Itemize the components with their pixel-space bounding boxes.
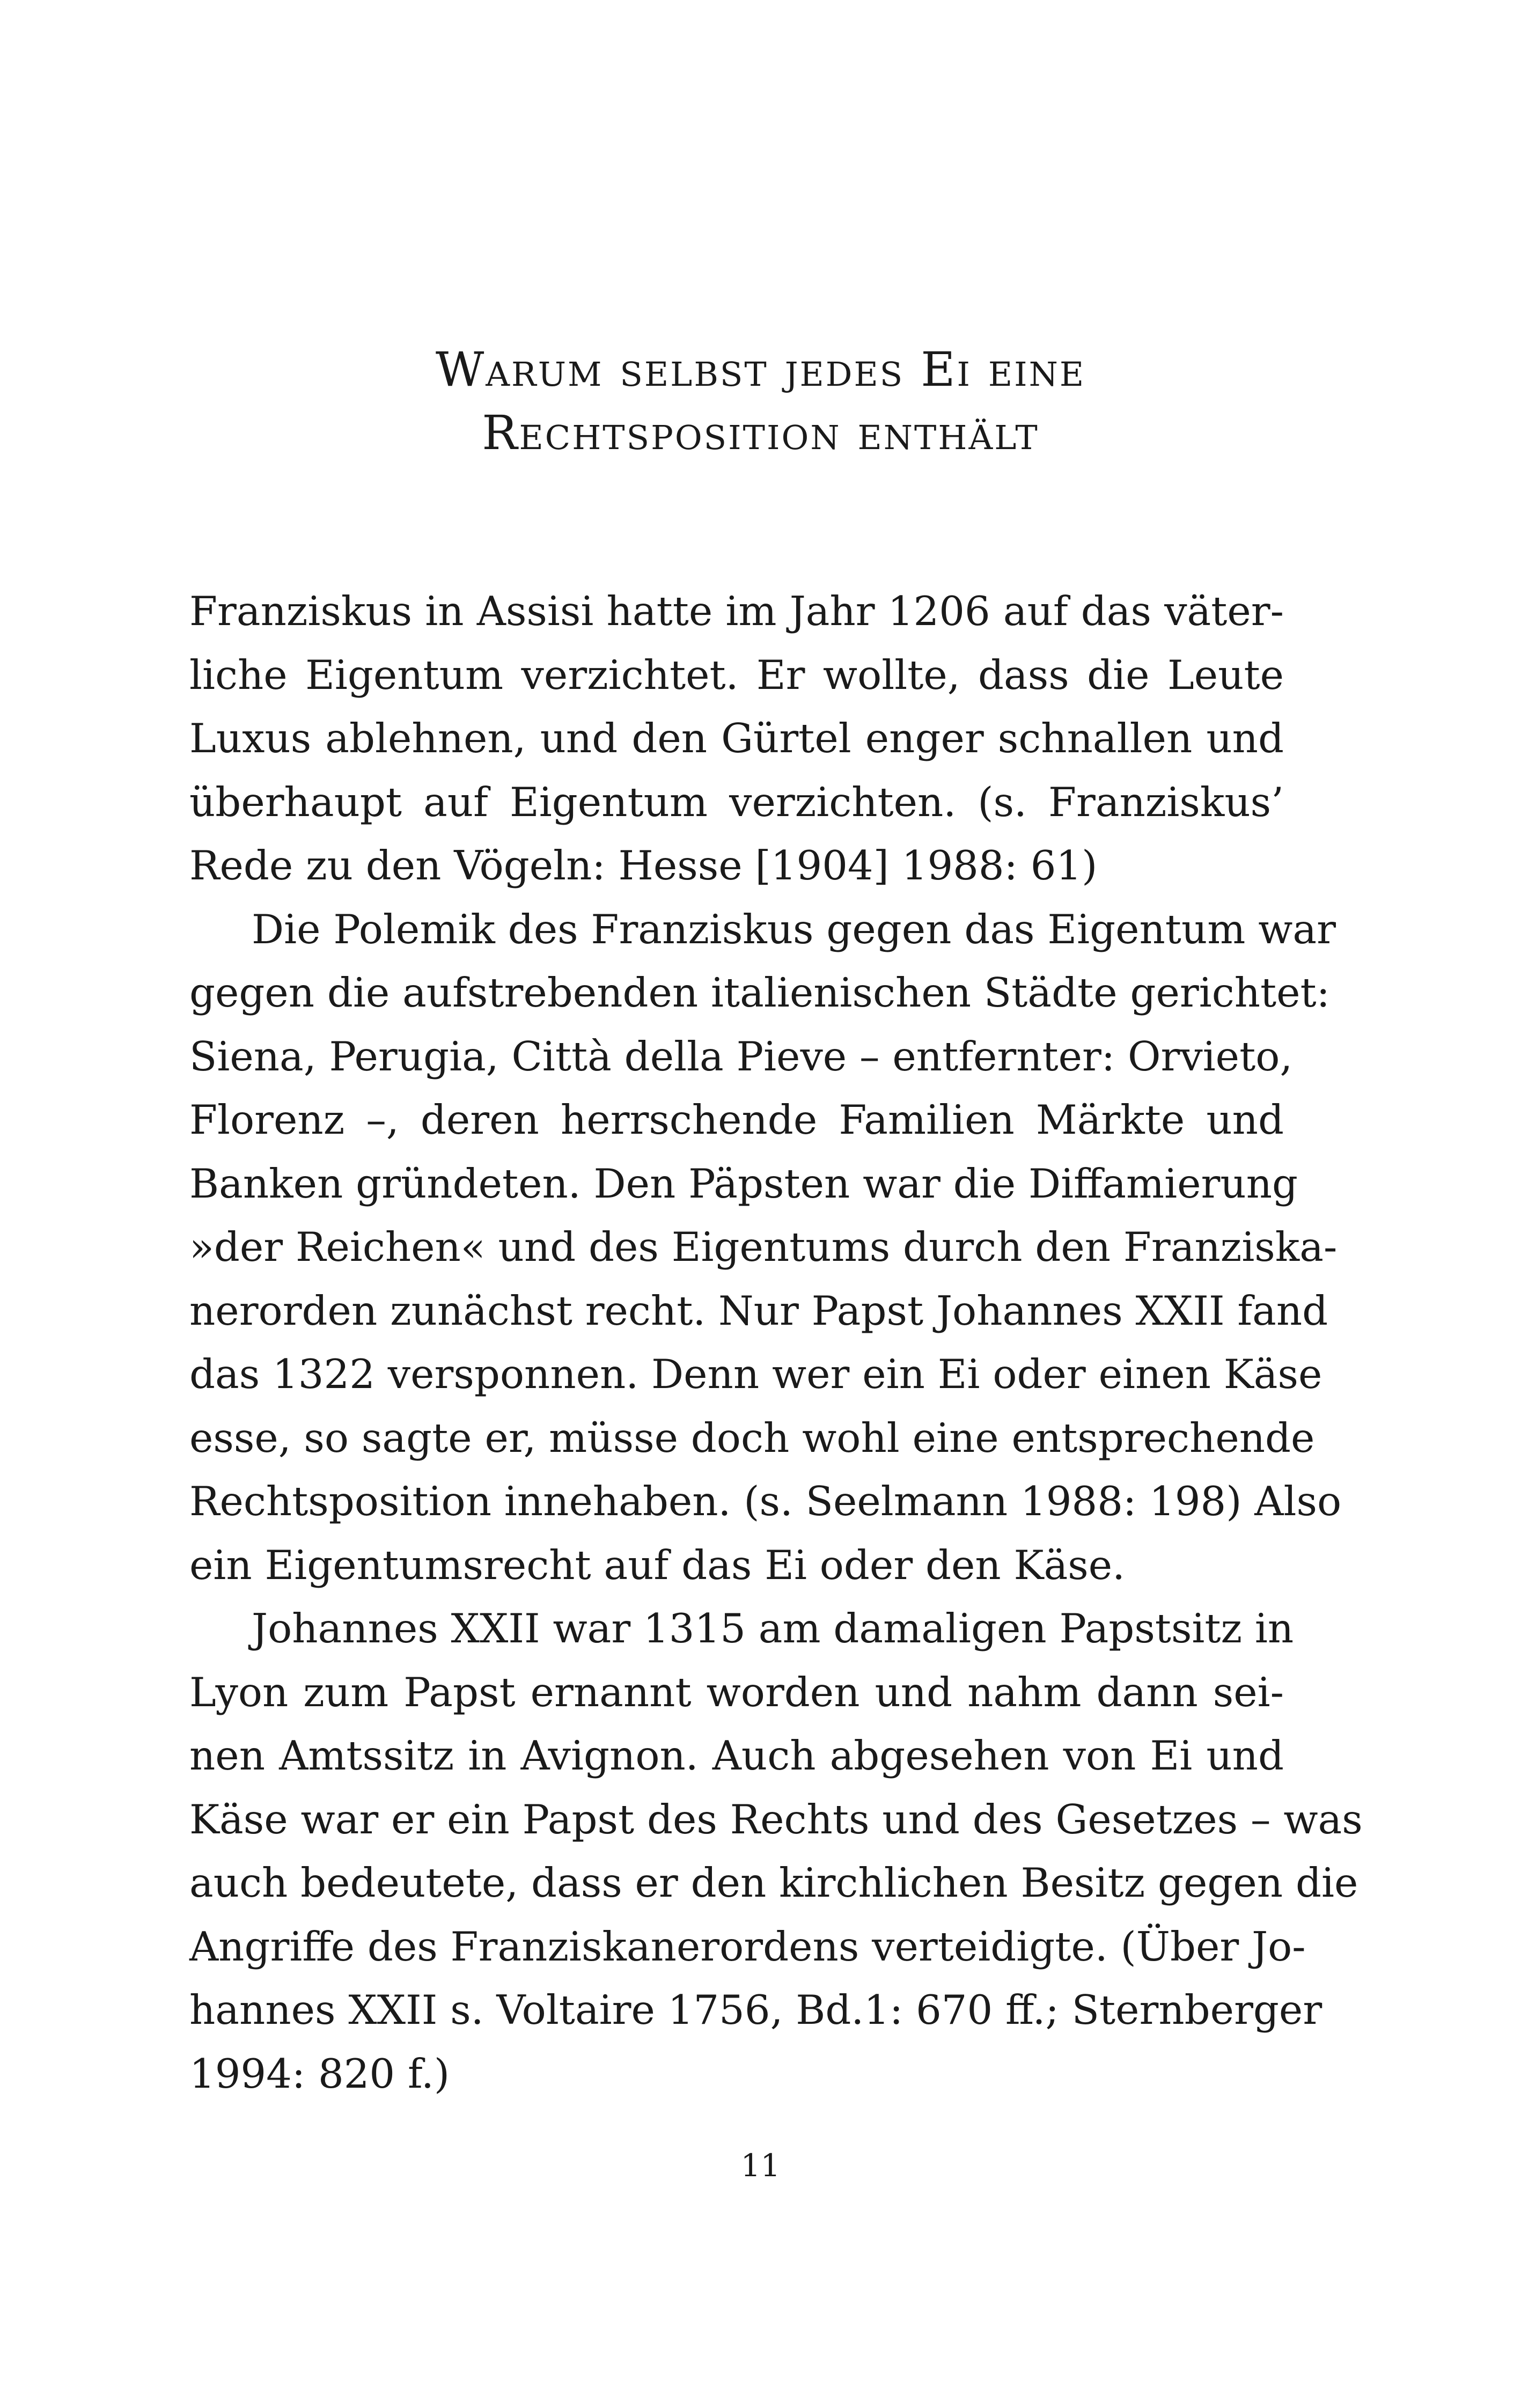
text-line: Die Polemik des Franziskus gegen das Eigentum war — [252, 905, 1336, 953]
text-line: ein Eigentumsrecht auf das Ei oder den Käse. — [189, 1541, 1126, 1589]
text-line: Luxus ablehnen, und den Gürtel enger schnallen und — [189, 715, 1284, 762]
paragraph-1 — [189, 579, 1284, 898]
body-text — [189, 579, 1363, 2105]
chapter-heading — [0, 338, 1521, 467]
page-number: 11 — [740, 2147, 781, 2184]
text-line: Lyon zum Papst ernannt worden und nahm dann sei- — [189, 1668, 1284, 1716]
text-line: nerorden zunächst recht. Nur Papst Johannes XXII fand — [189, 1287, 1328, 1334]
text-line: Siena, Perugia, Città della Pieve – entfernter: Orvieto, — [189, 1032, 1293, 1080]
text-line: auch bedeutete, dass er den kirchlichen Besitz gegen die — [189, 1859, 1358, 1906]
text-line: Franziskus in Assisi hatte im Jahr 1206 auf das väter- — [189, 588, 1284, 635]
text-line: nen Amtssitz in Avignon. Auch abgesehen von Ei und — [189, 1732, 1284, 1779]
text-line: überhaupt auf Eigentum verzichten. (s. Franziskus’ — [189, 778, 1284, 826]
text-line: Banken gründeten. Den Päpsten war die Diffamierung — [189, 1159, 1298, 1207]
text-line: 1994: 820 f.) — [189, 2050, 450, 2097]
text-line: gegen die aufstrebenden italienischen Städte gerichtet: — [189, 969, 1330, 1016]
chapter-heading-line-1: Warum selbst jedes Ei eine — [435, 342, 1086, 397]
text-line: Rechtsposition innehaben. (s. Seelmann 1988: 198) Also — [189, 1478, 1342, 1525]
text-line: Florenz –, deren herrschende Familien Märkte und — [189, 1096, 1284, 1143]
text-line: Rede zu den Vögeln: Hesse [1904] 1988: 61) — [189, 842, 1098, 889]
text-line: Johannes XXII war 1315 am damaligen Papstsitz in — [252, 1605, 1294, 1652]
text-line: hannes XXII s. Voltaire 1756, Bd.1: 670 ff.; Sternberger — [189, 1986, 1322, 2033]
paragraph-3 — [189, 1597, 1363, 2105]
text-line: »der Reichen« und des Eigentums durch den Franziska- — [189, 1223, 1338, 1271]
text-line: esse, so sagte er, müsse doch wohl eine entsprechende — [189, 1414, 1315, 1462]
text-line: das 1322 versponnen. Denn wer ein Ei oder einen Käse — [189, 1350, 1322, 1398]
text-line: Käse war er ein Papst des Rechts und des Gesetzes – was — [189, 1795, 1363, 1843]
text-line: Angriffe des Franziskanerordens verteidigte. (Über Jo- — [189, 1922, 1306, 1970]
text-line: liche Eigentum verzichtet. Er wollte, dass die Leute — [189, 651, 1284, 699]
paragraph-2 — [189, 898, 1342, 1597]
chapter-heading-line-2: Rechtsposition enthält — [482, 405, 1039, 460]
